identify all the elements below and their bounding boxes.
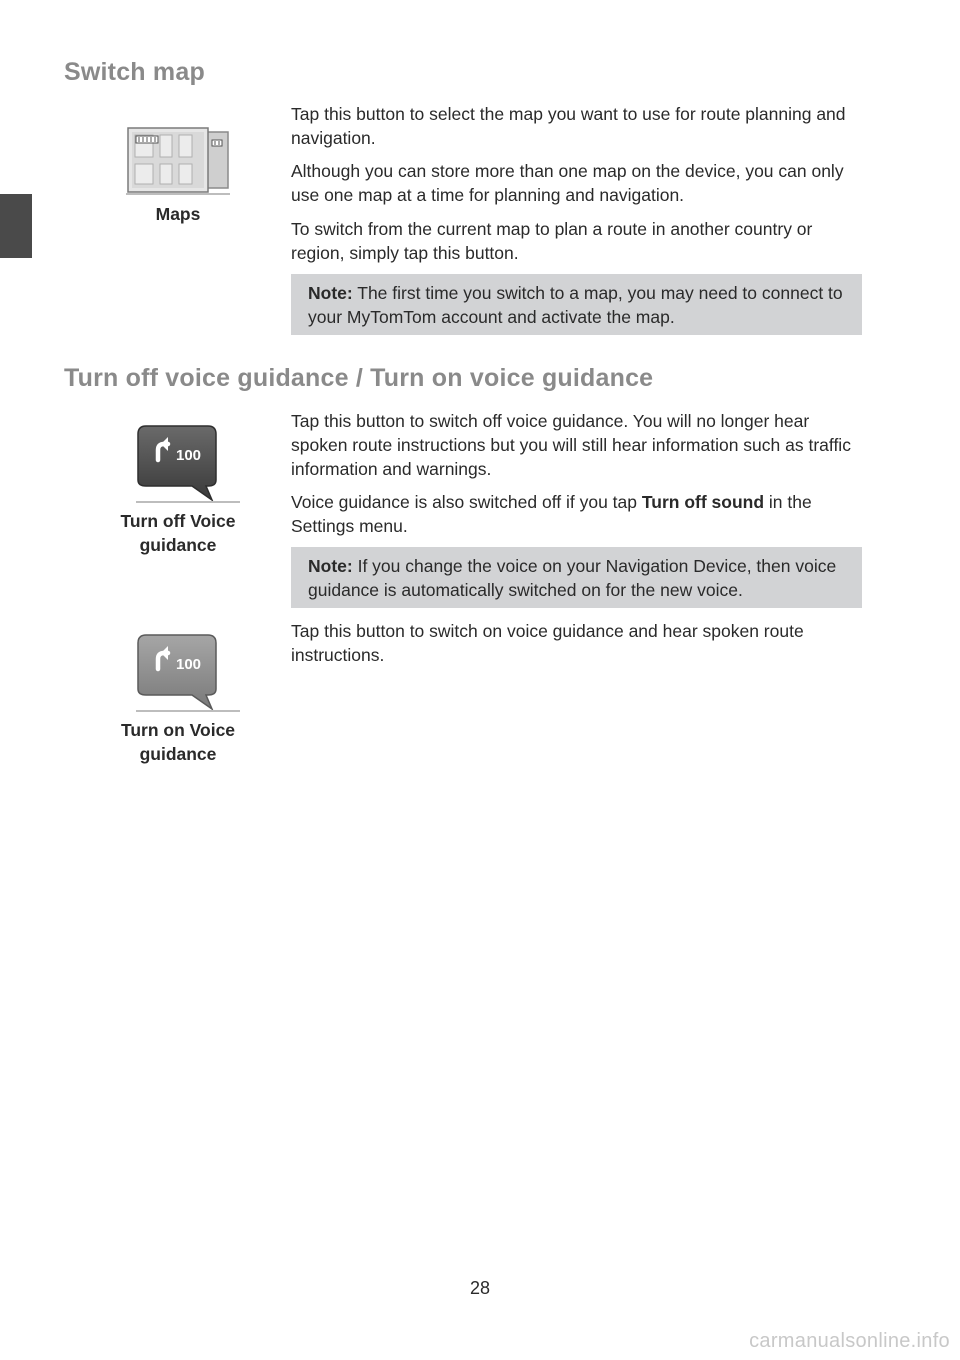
voice-guidance-heading: Turn off voice guidance / Turn on voice guidance [64,364,654,392]
voice-on-icon[interactable] [136,633,240,713]
voice-off-label-line-2: guidance [139,535,217,555]
switch-map-heading: Switch map [64,58,205,86]
voice-off-icon[interactable] [136,424,240,504]
voice-off-paragraph-2-end: in the Settings menu. [291,492,812,536]
switch-map-paragraph-3: To switch from the current map to plan a route in another country or region, simply tap this button. [291,219,813,263]
chapter-tab [0,194,32,258]
voice-on-label-line-1: Turn on Voice [120,720,236,740]
voice-off-paragraph-2-start: Voice guidance is also switched off if you tap [291,492,642,512]
bubble-number-on: 100 [176,656,202,673]
voice-off-paragraph-2 [291,490,863,538]
switch-map-note [291,274,862,335]
note-text: The first time you switch to a map, you may need to connect to your MyTomTom account and activate the map. [308,283,843,327]
voice-off-label-line-1: Turn off Voice [120,511,236,531]
maps-label: Maps [155,204,201,224]
voice-note-label: Note: [308,556,353,576]
voice-note-text: If you change the voice on your Navigation Device, then voice guidance is automatically switched on for the new voice. [308,556,837,600]
voice-on-label [78,718,278,766]
switch-map-paragraph-1: Tap this button to select the map you want to use for route planning and navigation. [291,104,846,148]
voice-off-label [78,509,278,557]
maps-icon[interactable] [126,126,230,196]
voice-on-label-line-2: guidance [139,744,217,764]
turn-off-sound-text: Turn off sound [641,492,765,512]
watermark: carmanualsonline.info [749,1330,950,1352]
voice-off-paragraph-1: Tap this button to switch off voice guidance. You will no longer hear spoken route instructions but you will still hear information such as traffic information and warnings. [291,411,851,479]
page-number: 28 [469,1278,491,1298]
note-label: Note: [308,283,353,303]
voice-on-paragraph: Tap this button to switch on voice guidance and hear spoken route instructions. [291,621,804,665]
voice-note [291,547,862,608]
switch-map-paragraph-2: Although you can store more than one map on the device, you can only use one map at a time for planning and navigation. [291,161,844,205]
bubble-number: 100 [176,447,202,464]
